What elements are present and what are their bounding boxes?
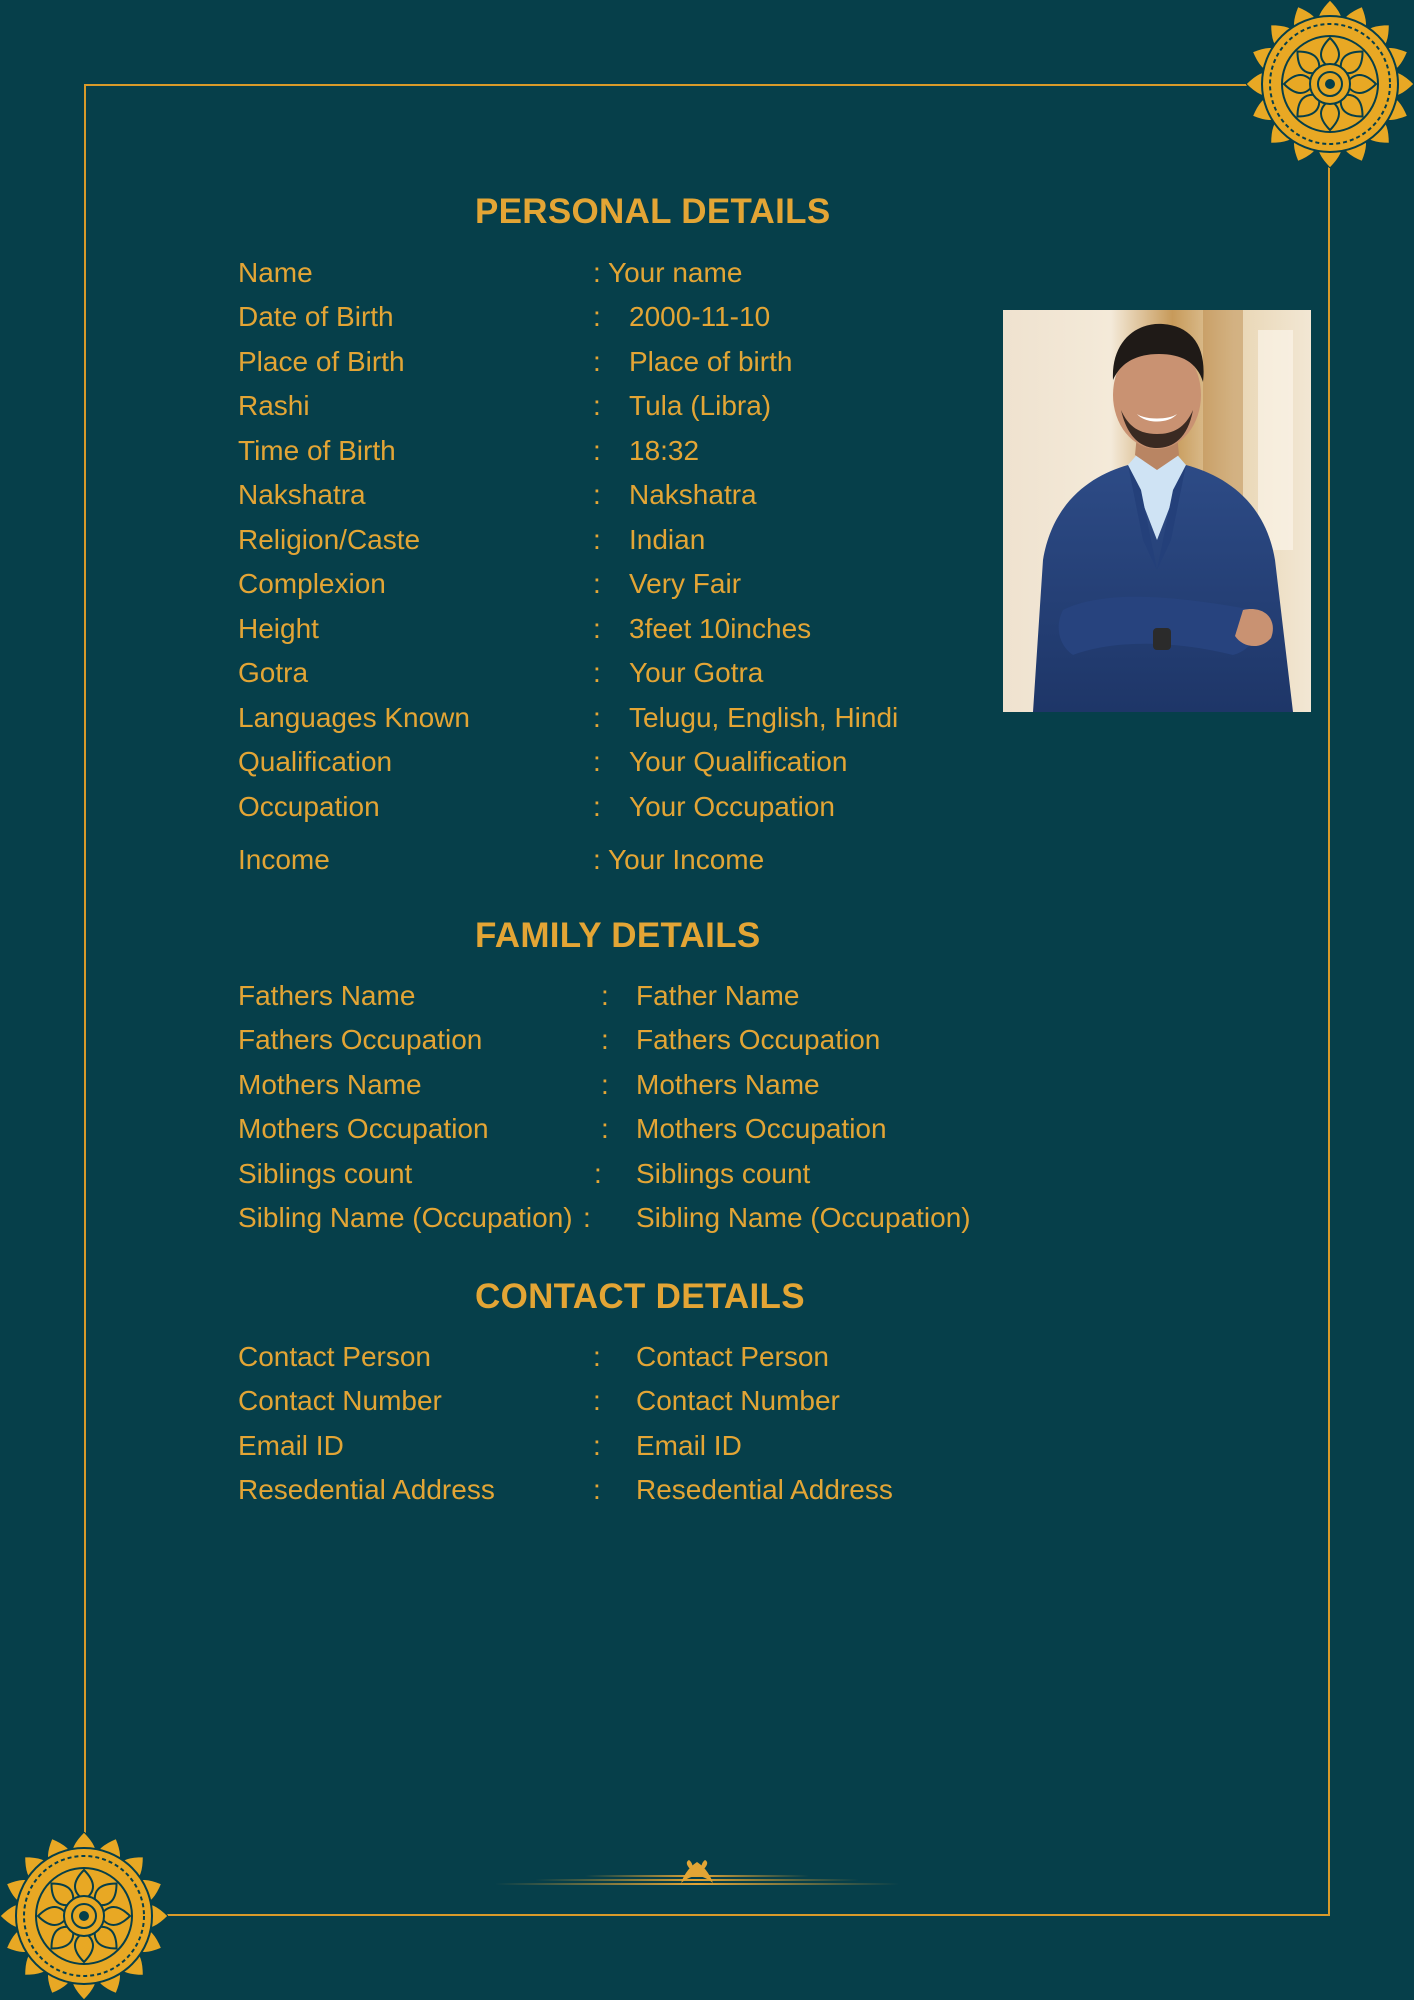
mandala-top-right-icon (1246, 0, 1414, 168)
height-value: 3feet 10inches (629, 613, 812, 644)
qualification-separator: : (593, 746, 601, 777)
email-id-separator: : (593, 1430, 601, 1461)
contact-person-value: Contact Person (636, 1341, 829, 1372)
contact-number-label: Contact Number (238, 1385, 442, 1416)
income-label: Income (238, 844, 330, 875)
religion-caste-value: Indian (629, 524, 706, 555)
mothers-name-label: Mothers Name (238, 1069, 422, 1100)
occupation-label: Occupation (238, 791, 380, 822)
mothers-occupation-label: Mothers Occupation (238, 1113, 489, 1144)
resedential-address-value: Resedential Address (636, 1474, 893, 1505)
gotra-separator: : (593, 657, 601, 688)
profile-photo (1003, 310, 1311, 712)
contact-details-heading: CONTACT DETAILS (475, 1277, 805, 1316)
date-of-birth-separator: : (593, 301, 601, 332)
contact-number-value: Contact Number (636, 1385, 840, 1416)
sibling-name-occupation-separator: : (583, 1202, 591, 1233)
sibling-name-occupation-value: Sibling Name (Occupation) (636, 1202, 971, 1233)
siblings-count-label: Siblings count (238, 1158, 413, 1189)
family-details-heading: FAMILY DETAILS (475, 916, 761, 955)
place-of-birth-label: Place of Birth (238, 346, 405, 377)
religion-caste-label: Religion/Caste (238, 524, 421, 555)
mothers-name-value: Mothers Name (636, 1069, 820, 1100)
qualification-value: Your Qualification (629, 746, 848, 777)
height-label: Height (238, 613, 319, 644)
income-separator: : (593, 844, 601, 875)
complexion-separator: : (593, 568, 601, 599)
siblings-count-value: Siblings count (636, 1158, 811, 1189)
religion-caste-separator: : (593, 524, 601, 555)
fathers-name-value: Father Name (636, 980, 800, 1011)
fathers-occupation-separator: : (601, 1024, 609, 1055)
nakshatra-label: Nakshatra (238, 479, 366, 510)
contact-person-label: Contact Person (238, 1341, 431, 1372)
rashi-separator: : (593, 390, 601, 421)
mothers-name-separator: : (601, 1069, 609, 1100)
languages-known-label: Languages Known (238, 702, 470, 733)
time-of-birth-label: Time of Birth (238, 435, 396, 466)
peacock-ornament-icon (495, 1858, 899, 1888)
contact-number-separator: : (593, 1385, 601, 1416)
place-of-birth-value: Place of birth (629, 346, 793, 377)
personal-details-heading: PERSONAL DETAILS (475, 192, 831, 231)
fathers-name-separator: : (601, 980, 609, 1011)
email-id-label: Email ID (238, 1430, 344, 1461)
contact-person-separator: : (593, 1341, 601, 1372)
mothers-occupation-separator: : (601, 1113, 609, 1144)
gotra-label: Gotra (238, 657, 309, 688)
fathers-name-label: Fathers Name (238, 980, 416, 1011)
date-of-birth-label: Date of Birth (238, 301, 394, 332)
name-label: Name (238, 257, 313, 288)
qualification-label: Qualification (238, 746, 393, 777)
complexion-label: Complexion (238, 568, 386, 599)
mandala-bottom-left-icon (0, 1832, 168, 2000)
name-separator: : (593, 257, 601, 288)
time-of-birth-value: 18:32 (629, 435, 700, 466)
rashi-label: Rashi (238, 390, 310, 421)
place-of-birth-separator: : (593, 346, 601, 377)
email-id-value: Email ID (636, 1430, 742, 1461)
fathers-occupation-value: Fathers Occupation (636, 1024, 881, 1055)
date-of-birth-value: 2000-11-10 (629, 301, 771, 332)
nakshatra-separator: : (593, 479, 601, 510)
name-value: Your name (608, 257, 743, 288)
gotra-value: Your Gotra (629, 657, 764, 688)
resedential-address-label: Resedential Address (238, 1474, 495, 1505)
complexion-value: Very Fair (629, 568, 742, 599)
languages-known-value: Telugu, English, Hindi (629, 702, 899, 733)
siblings-count-separator: : (594, 1158, 602, 1189)
time-of-birth-separator: : (593, 435, 601, 466)
income-value: Your Income (608, 844, 765, 875)
occupation-value: Your Occupation (629, 791, 835, 822)
nakshatra-value: Nakshatra (629, 479, 757, 510)
occupation-separator: : (593, 791, 601, 822)
rashi-value: Tula (Libra) (629, 390, 772, 421)
sibling-name-occupation-label: Sibling Name (Occupation) (238, 1202, 573, 1233)
resedential-address-separator: : (593, 1474, 601, 1505)
mothers-occupation-value: Mothers Occupation (636, 1113, 887, 1144)
languages-known-separator: : (593, 702, 601, 733)
height-separator: : (593, 613, 601, 644)
fathers-occupation-label: Fathers Occupation (238, 1024, 483, 1055)
